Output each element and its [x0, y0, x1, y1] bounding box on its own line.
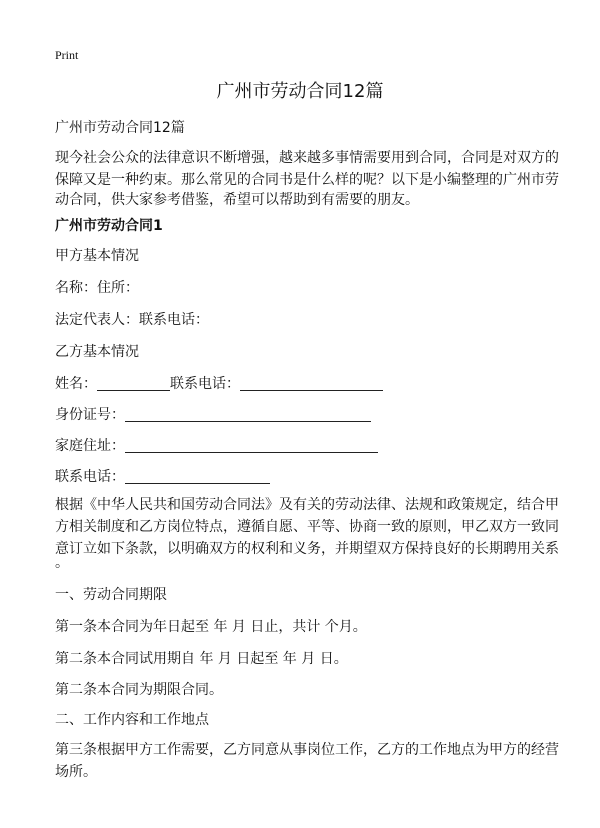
basis-line: 根据《中华人民共和国劳动合同法》及有关的劳动法律、法规和政策规定，结合甲: [55, 497, 559, 513]
phone-blank: [240, 375, 383, 391]
section-one: 一、劳动合同期限: [55, 587, 167, 603]
id-row: [55, 405, 371, 425]
article-2b: 第二条本合同为期限合同。: [55, 682, 223, 698]
basis-line: 。: [55, 555, 69, 571]
page-title: 广州市劳动合同12篇: [216, 81, 384, 102]
phone-label: 联系电话：: [170, 376, 240, 392]
contact-blank: [125, 468, 270, 484]
intro-line: 现今社会公众的法律意识不断增强，越来越多事情需要用到合同，合同是对双方的: [55, 150, 559, 166]
name-phone-row: [55, 374, 383, 394]
intro-line: 保障又是一种约束。那么常见的合同书是什么样的呢？以下是小编整理的广州市劳: [55, 172, 559, 188]
contact-row: [55, 467, 270, 487]
address-blank: [125, 437, 378, 453]
article-2a: 第二条本合同试用期自 年 月 日起至 年 月 日。: [55, 651, 348, 667]
basis-line: 意订立如下条款，以明确双方的权利和义务，并期望双方保持良好的长期聘用关系: [55, 541, 559, 557]
intro-line: 动合同，供大家参考借鉴，希望可以帮助到有需要的朋友。: [55, 192, 419, 208]
section-two: 二、工作内容和工作地点: [55, 712, 209, 728]
party-a-heading: 甲方基本情况: [55, 248, 139, 264]
name-address: 名称：住所：: [55, 280, 139, 296]
article-3-line: 第三条根据甲方工作需要，乙方同意从事岗位工作，乙方的工作地点为甲方的经营: [55, 742, 559, 758]
id-blank: [125, 406, 371, 422]
address-label: 家庭住址：: [55, 438, 125, 454]
article-3-line: 场所。: [55, 764, 97, 780]
article-1: 第一条本合同为年日起至 年 月 日止，共计 个月。: [55, 619, 367, 635]
contact-label: 联系电话：: [55, 469, 125, 485]
name-blank: [97, 375, 170, 391]
address-row: [55, 436, 378, 456]
legal-rep: 法定代表人：联系电话：: [55, 312, 209, 328]
basis-line: 方相关制度和乙方岗位特点，遵循自愿、平等、协商一致的原则，甲乙双方一致同: [55, 519, 559, 535]
print-link[interactable]: Print: [55, 48, 79, 62]
section-heading: 广州市劳动合同1: [55, 218, 163, 234]
name-label: 姓名：: [55, 376, 97, 392]
subtitle: 广州市劳动合同12篇: [55, 120, 185, 136]
id-label: 身份证号：: [55, 407, 125, 423]
party-b-heading: 乙方基本情况: [55, 344, 139, 360]
